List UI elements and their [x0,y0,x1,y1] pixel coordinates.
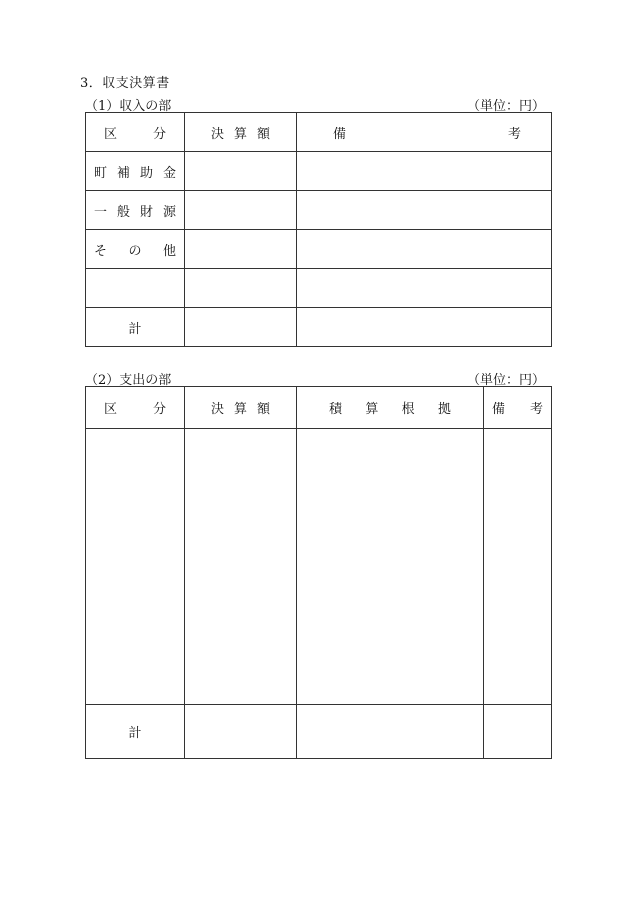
header-char: 決 [211,126,225,142]
income-remarks-cell[interactable] [297,269,552,308]
category-char: 金 [162,165,176,181]
header-char: 備 [333,126,347,142]
income-total-label: 計 [86,308,185,347]
expense-category-cell[interactable] [86,429,185,705]
header-char: 考 [529,402,543,417]
header-char: 積 [329,402,343,417]
header-char: 根 [401,402,415,417]
header-char: 拠 [437,402,451,417]
header-char: 算 [365,402,379,417]
expense-amount-cell[interactable] [185,429,297,705]
income-total-remarks-cell[interactable] [297,308,552,347]
income-remarks-cell[interactable] [297,152,552,191]
category-char: 助 [139,165,153,181]
income-category-cell [86,152,185,191]
income-category-cell [86,230,185,269]
income-header-row [86,113,552,152]
income-amount-cell[interactable] [185,269,297,308]
table-row [86,230,552,269]
header-char: 算 [233,126,247,142]
income-total-amount-cell[interactable] [185,308,297,347]
header-char: 考 [507,126,521,142]
expense-total-amount-cell[interactable] [185,705,297,759]
category-char: 源 [162,204,176,220]
header-char: 算 [233,402,247,417]
income-header-remarks [297,113,552,152]
header-char: 備 [492,402,506,417]
income-remarks-cell[interactable] [297,230,552,269]
income-amount-cell[interactable] [185,230,297,269]
header-char: 区 [104,402,118,417]
expense-total-row [86,705,552,759]
income-section-title: （1）収入の部 [85,99,172,114]
category-char: そ [94,243,108,259]
category-char: 町 [94,165,108,181]
income-category-cell[interactable] [86,269,185,308]
category-char: 一 [94,204,108,220]
table-row [86,191,552,230]
header-char: 額 [256,402,270,417]
income-header-amount [185,113,297,152]
table-row [86,429,552,705]
expense-basis-cell[interactable] [297,429,484,705]
header-char: 分 [152,126,166,142]
document-title: 3．収支決算書 [80,76,170,91]
expense-unit-note: （単位：円） [466,373,545,388]
category-char: 財 [139,204,153,220]
expense-table [85,386,552,759]
category-char: 他 [162,243,176,259]
income-total-row [86,308,552,347]
expense-total-label: 計 [86,705,185,759]
income-remarks-cell[interactable] [297,191,552,230]
expense-header-row [86,387,552,429]
expense-header-basis [297,387,484,429]
income-table [85,112,552,347]
header-char: 区 [104,126,118,142]
expense-remarks-cell[interactable] [484,429,552,705]
income-header-category [86,113,185,152]
expense-header-remarks [484,387,552,429]
income-unit-note: （単位：円） [466,99,545,114]
expense-total-remarks-cell[interactable] [484,705,552,759]
category-char: 般 [116,204,130,220]
header-char: 決 [211,402,225,417]
income-amount-cell[interactable] [185,191,297,230]
header-char: 分 [152,402,166,417]
expense-total-basis-cell[interactable] [297,705,484,759]
category-char: の [128,243,142,259]
income-amount-cell[interactable] [185,152,297,191]
expense-header-category [86,387,185,429]
income-category-cell [86,191,185,230]
expense-section-title: （2）支出の部 [85,373,172,388]
table-row [86,152,552,191]
expense-header-amount [185,387,297,429]
header-char: 額 [256,126,270,142]
category-char: 補 [116,165,130,181]
table-row [86,269,552,308]
